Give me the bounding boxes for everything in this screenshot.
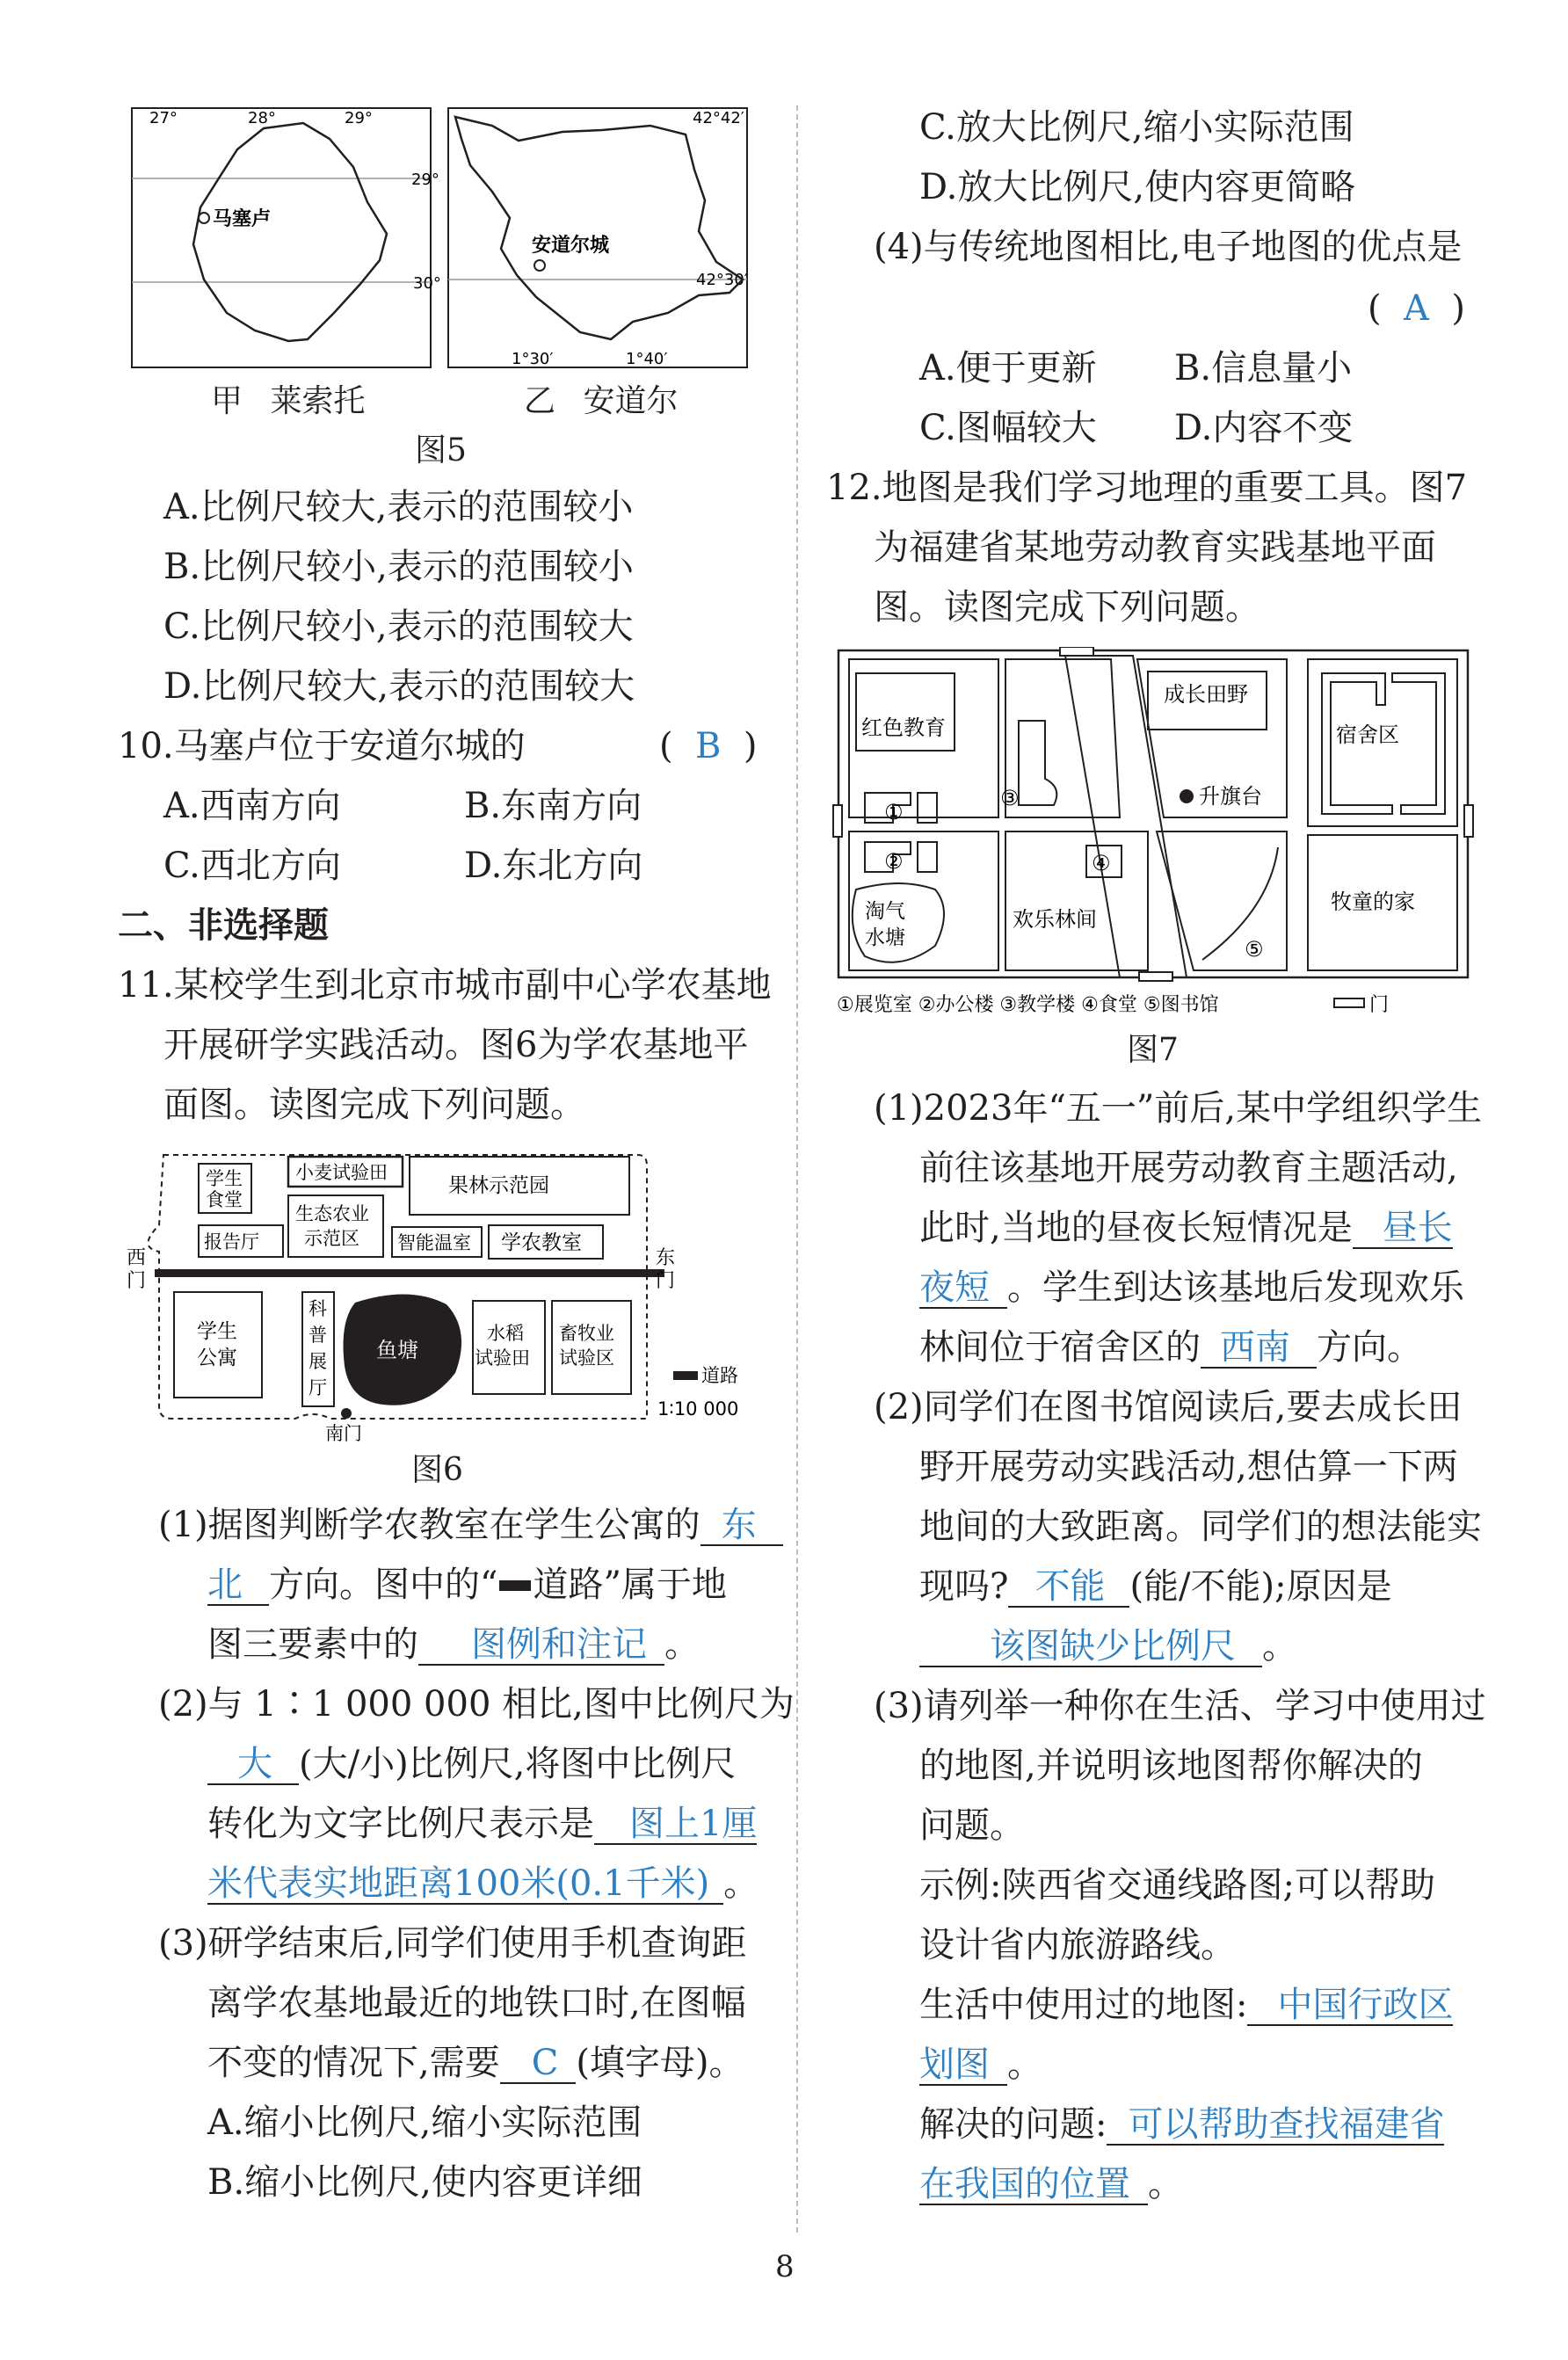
fig7-legend-gate: 门 bbox=[1369, 994, 1390, 1016]
fig5-yi-tick: 1°40′ bbox=[626, 350, 668, 368]
q12-p1-line2: 前往该基地开展劳动教育主题活动, bbox=[919, 1148, 1458, 1188]
fig6-caption: 图6 bbox=[411, 1452, 463, 1488]
fig5-yi-tick: 1°30′ bbox=[512, 350, 554, 368]
q12-p3-text: 。 bbox=[1007, 2044, 1042, 2085]
q12-p3-text: 。 bbox=[1148, 2164, 1183, 2204]
fig5-yi-tick: 42°42′ bbox=[693, 109, 744, 127]
q10-answer: B bbox=[695, 726, 722, 766]
fig5-caption: 图5 bbox=[415, 432, 467, 468]
fig6-label-east: 东 bbox=[656, 1247, 676, 1269]
q12-p1-line1: (1)2023年“五一”前后,某中学组织学生 bbox=[874, 1088, 1483, 1129]
q11-p1-line2 bbox=[207, 1563, 727, 1607]
q12-p3-line4 bbox=[919, 1983, 1453, 2027]
fig6-label-east: 门 bbox=[656, 1270, 676, 1292]
q11-p1-answer2: 图例和注记 bbox=[418, 1625, 664, 1666]
q11-p3-text: 不变的情况下,需要 bbox=[207, 2043, 500, 2083]
fig6-label-pond: 鱼塘 bbox=[376, 1338, 418, 1362]
q11-p1-text: 方向。图中的“ bbox=[269, 1565, 498, 1605]
fig5-city-andorra: 安道尔城 bbox=[532, 235, 610, 257]
q12-p1-answer2: 西南 bbox=[1201, 1328, 1317, 1369]
q11-p2-text: 转化为文字比例尺表示是 bbox=[207, 1804, 594, 1844]
fig7-label-red: 红色教育 bbox=[861, 715, 946, 740]
q12-p3-answer2: 可以帮助查找福建省 bbox=[1107, 2105, 1444, 2146]
q11-p2-answer2: 图上1厘 bbox=[594, 1804, 757, 1845]
fig5-jia-tick: 28° bbox=[248, 109, 276, 127]
figure-7-map bbox=[830, 647, 1480, 1025]
q10-option-a: A.西南方向 bbox=[163, 786, 341, 826]
q12-p1-line3 bbox=[919, 1206, 1453, 1250]
q12-p2-line4 bbox=[919, 1565, 1392, 1608]
q12-p3-line7 bbox=[919, 2162, 1183, 2206]
fig5-yi-tick: 42°30′ bbox=[696, 271, 748, 289]
q11-stem-line: 面图。读图完成下列问题。 bbox=[163, 1085, 585, 1125]
q11-p1-text: 图三要素中的 bbox=[207, 1624, 418, 1665]
q9-option-c: C.比例尺较小,表示的范围较大 bbox=[163, 606, 634, 647]
q12-stem-line: 12.地图是我们学习地理的重要工具。图7 bbox=[826, 468, 1468, 508]
q11-p3-option-b: B.缩小比例尺,使内容更详细 bbox=[207, 2162, 642, 2203]
q11-p4-option-d: D.内容不变 bbox=[1174, 408, 1354, 448]
q12-p3-text: 解决的问题: bbox=[919, 2104, 1107, 2145]
fig6-label-apartment: 学生 bbox=[197, 1320, 237, 1343]
q12-p2-text: 。 bbox=[1262, 1626, 1297, 1667]
q10-option-d: D.东北方向 bbox=[464, 846, 643, 886]
fig7-legend: ①展览室 ②办公楼 ③教学楼 ④食堂 ⑤图书馆 bbox=[837, 994, 1219, 1016]
q11-p4-option-b: B.信息量小 bbox=[1174, 348, 1353, 388]
q12-p1-text: 林间位于宿舍区的 bbox=[919, 1327, 1201, 1368]
q11-p2-line2 bbox=[207, 1742, 736, 1786]
q12-p3-example: 设计省内旅游路线。 bbox=[919, 1925, 1236, 1965]
q11-p1-text: 道路”属于地 bbox=[533, 1565, 727, 1605]
q11-p4-option-c: C.图幅较大 bbox=[919, 408, 1097, 448]
q12-p1-answer1: 昼长 bbox=[1353, 1209, 1453, 1249]
column-divider bbox=[796, 105, 798, 2233]
q11-p1-line3 bbox=[207, 1623, 700, 1667]
fig7-label-teaching: ③ bbox=[1000, 786, 1020, 810]
fig6-label-west: 门 bbox=[127, 1270, 147, 1292]
q12-p2-line1: (2)同学们在图书馆阅读后,要去成长田 bbox=[874, 1387, 1463, 1427]
q12-stem-line: 图。读图完成下列问题。 bbox=[874, 587, 1260, 628]
q12-p3-line3: 问题。 bbox=[919, 1805, 1025, 1846]
fig5-city-maseru: 马塞卢 bbox=[213, 208, 272, 230]
q9-option-a: A.比例尺较大,表示的范围较小 bbox=[163, 487, 634, 527]
q9-option-b: B.比例尺较小,表示的范围较小 bbox=[163, 547, 634, 587]
q10-option-b: B.东南方向 bbox=[464, 786, 642, 826]
fig5-yi-label: 乙 安道尔 bbox=[524, 383, 679, 419]
fig6-label-eco: 生态农业 bbox=[295, 1203, 369, 1224]
fig6-label-science: 厅 bbox=[309, 1377, 327, 1398]
fig7-label-field: 成长田野 bbox=[1164, 682, 1248, 707]
fig5-jia-label: 甲 莱索托 bbox=[211, 383, 366, 419]
q11-p2-line4 bbox=[207, 1862, 759, 1906]
q11-p3-line2: 离学农基地最近的地铁口时,在图幅 bbox=[207, 1983, 746, 2023]
fig5-jia-tick: 29° bbox=[411, 171, 439, 189]
q12-p1-answer1-cont: 夜短 bbox=[919, 1268, 1007, 1309]
fig6-label-livestock: 畜牧业 bbox=[559, 1323, 614, 1344]
fig6-scale: 1∶10 000 bbox=[657, 1398, 739, 1420]
fig6-label-rice: 试验田 bbox=[475, 1347, 530, 1369]
fig7-label-forest: 欢乐林间 bbox=[1013, 907, 1097, 932]
fig5-jia-tick: 29° bbox=[345, 109, 373, 127]
fig6-label-rice: 水稻 bbox=[487, 1323, 524, 1344]
q12-p3-answer1-cont: 划图 bbox=[919, 2045, 1007, 2086]
q11-p2-answer2-cont: 米代表实地距离100米(0.1千米) bbox=[207, 1864, 723, 1905]
fig7-label-pond: 水塘 bbox=[865, 926, 905, 949]
q12-p2-answer1: 不能 bbox=[1008, 1567, 1129, 1608]
q12-p3-example: 示例:陕西省交通线路图;可以帮助 bbox=[919, 1865, 1435, 1906]
q11-p2-text: (大/小)比例尺,将图中比例尺 bbox=[299, 1744, 737, 1784]
q11-p1-text: 。 bbox=[664, 1624, 700, 1665]
q12-p2-text: 现吗? bbox=[919, 1566, 1009, 1607]
fig6-label-eco: 示范区 bbox=[304, 1228, 359, 1249]
page-number: 8 bbox=[775, 2249, 795, 2284]
q12-p3-answer1: 中国行政区 bbox=[1247, 1986, 1453, 2026]
q9-option-d: D.比例尺较大,表示的范围较大 bbox=[163, 666, 635, 707]
q11-p4-answer-bracket: ( A ) bbox=[1368, 288, 1465, 329]
fig7-label-canteen: ④ bbox=[1092, 851, 1111, 875]
road-legend-symbol bbox=[499, 1580, 531, 1591]
q10-option-c: C.西北方向 bbox=[163, 846, 341, 886]
fig7-caption: 图7 bbox=[1127, 1032, 1179, 1068]
q12-p2-text: (能/不能);原因是 bbox=[1129, 1566, 1392, 1607]
q11-p1-line1 bbox=[158, 1503, 783, 1547]
fig7-label-dorm: 宿舍区 bbox=[1336, 723, 1399, 747]
q12-p1-text: 方向。 bbox=[1317, 1327, 1422, 1368]
fig7-label-office: ② bbox=[884, 849, 904, 874]
figure-6-map bbox=[120, 1146, 770, 1459]
fig6-label-apartment: 公寓 bbox=[197, 1347, 237, 1369]
q11-p2-answer1: 大 bbox=[207, 1745, 299, 1785]
fig7-label-flag: 升旗台 bbox=[1199, 784, 1262, 809]
q12-p1-text: 此时,当地的昼夜长短情况是 bbox=[919, 1208, 1353, 1248]
fig6-label-science: 展 bbox=[309, 1351, 327, 1372]
q11-p2-line1: (2)与 1∶1 000 000 相比,图中比例尺为 bbox=[158, 1684, 795, 1725]
fig6-label-west: 西 bbox=[127, 1247, 147, 1269]
q10-stem: 10.马塞卢位于安道尔城的 bbox=[118, 726, 526, 766]
q12-p3-line1: (3)请列举一种你在生活、学习中使用过 bbox=[874, 1686, 1486, 1726]
q11-p4-answer: A bbox=[1404, 288, 1429, 329]
q12-p2-line5 bbox=[919, 1624, 1297, 1668]
q11-p3-line1: (3)研学结束后,同学们使用手机查询距 bbox=[158, 1923, 747, 1964]
fig6-label-classroom: 学农教室 bbox=[501, 1231, 582, 1254]
fig7-label-library: ⑤ bbox=[1245, 937, 1264, 962]
q12-p3-answer2-cont: 在我国的位置 bbox=[919, 2165, 1148, 2205]
q11-p1-answer1: 东 bbox=[701, 1506, 783, 1546]
q11-p3-answer: C bbox=[500, 2044, 577, 2084]
fig5-jia-tick: 27° bbox=[149, 109, 178, 127]
q11-p2-line3 bbox=[207, 1802, 757, 1846]
q12-p3-text: 生活中使用过的地图: bbox=[919, 1985, 1248, 2025]
q11-stem-line: 开展研学实践活动。图6为学农基地平 bbox=[163, 1025, 749, 1065]
fig7-label-exhibition: ① bbox=[884, 800, 904, 824]
q12-p1-line4 bbox=[919, 1266, 1464, 1310]
q11-p2-text: 。 bbox=[723, 1863, 759, 1904]
fig6-label-report: 报告厅 bbox=[204, 1231, 259, 1253]
q10-answer-bracket: ( B ) bbox=[659, 726, 758, 766]
fig6-label-south: 南门 bbox=[325, 1423, 362, 1444]
fig6-label-canteen: 食堂 bbox=[206, 1189, 243, 1210]
q11-p1-text: (1)据图判断学农教室在学生公寓的 bbox=[158, 1505, 701, 1545]
q12-p2-line3: 地间的大致距离。同学们的想法能实 bbox=[919, 1507, 1482, 1547]
q12-p1-line5 bbox=[919, 1325, 1422, 1369]
q11-p3-line3 bbox=[207, 2041, 744, 2085]
q11-p1-answer1-cont: 北 bbox=[207, 1565, 269, 1606]
fig6-label-road: 道路 bbox=[701, 1365, 738, 1386]
q12-p2-answer2: 该图缺少比例尺 bbox=[919, 1627, 1262, 1667]
q11-p3-text: (填字母)。 bbox=[576, 2043, 744, 2083]
fig6-label-orchard: 果林示范园 bbox=[448, 1174, 549, 1197]
fig6-label-wheat: 小麦试验田 bbox=[295, 1162, 388, 1183]
q11-p4-option-a: A.便于更新 bbox=[919, 348, 1097, 388]
fig6-label-livestock: 试验区 bbox=[559, 1347, 614, 1369]
q11-p3-option-c: C.放大比例尺,缩小实际范围 bbox=[919, 107, 1354, 148]
fig7-label-pond: 淘气 bbox=[865, 900, 905, 923]
section-heading: 二、非选择题 bbox=[118, 905, 329, 946]
q12-p2-line2: 野开展劳动实践活动,想估算一下两 bbox=[919, 1447, 1458, 1487]
fig6-label-greenhouse: 智能温室 bbox=[397, 1232, 471, 1253]
q11-p3-option-d: D.放大比例尺,使内容更简略 bbox=[919, 167, 1356, 207]
q12-p3-line2: 的地图,并说明该地图帮你解决的 bbox=[919, 1746, 1423, 1786]
q11-p4-stem: (4)与传统地图相比,电子地图的优点是 bbox=[874, 227, 1463, 267]
fig6-label-science: 科 bbox=[309, 1298, 327, 1319]
q11-p3-option-a: A.缩小比例尺,缩小实际范围 bbox=[207, 2102, 642, 2143]
q12-p3-line6 bbox=[919, 2102, 1444, 2146]
fig5-jia-tick: 30° bbox=[413, 274, 441, 293]
fig7-label-home: 牧童的家 bbox=[1331, 890, 1415, 914]
fig6-label-canteen: 学生 bbox=[206, 1168, 243, 1189]
q12-p3-line5 bbox=[919, 2043, 1042, 2087]
q12-stem-line: 为福建省某地劳动教育实践基地平面 bbox=[874, 527, 1436, 568]
q11-stem-line: 11.某校学生到北京市城市副中心学农基地 bbox=[118, 965, 772, 1006]
q12-p1-text: 。学生到达该基地后发现欢乐 bbox=[1007, 1267, 1464, 1308]
fig6-label-science: 普 bbox=[309, 1325, 327, 1346]
